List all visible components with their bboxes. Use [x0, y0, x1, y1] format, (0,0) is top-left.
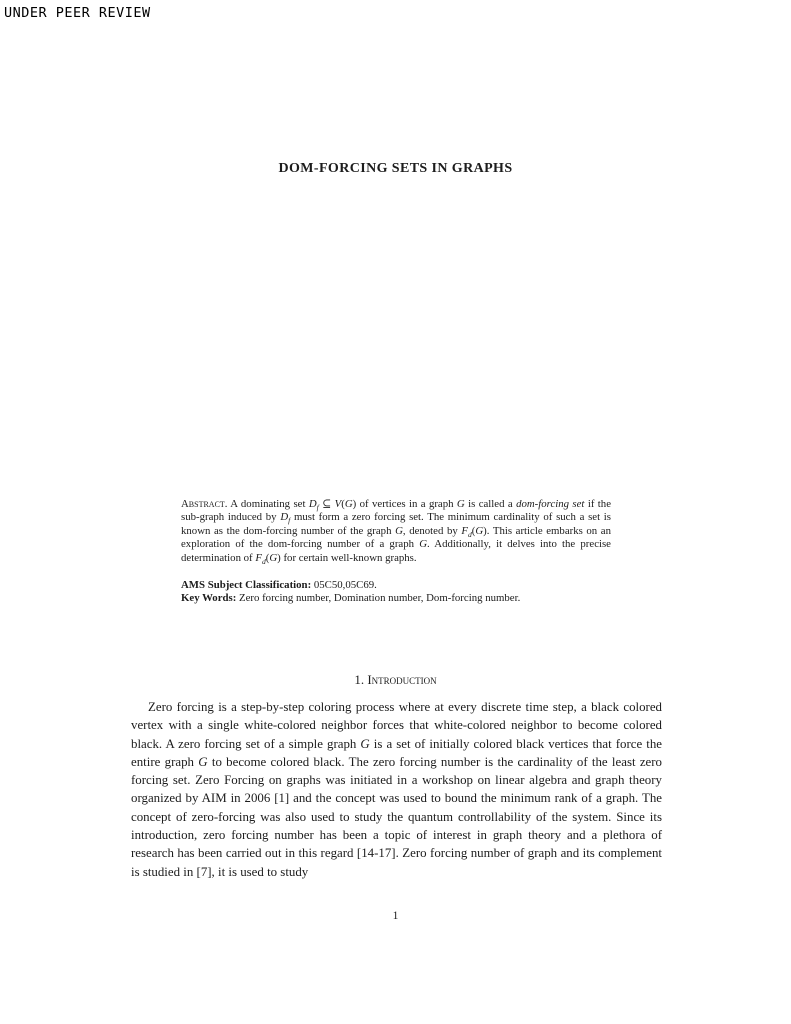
keywords-value: Zero forcing number, Domination number, Dom-forcing number. — [236, 592, 521, 605]
abstract-text: Abstract. A dominating set $D_f$ ⊆ V(G) of vertices in a graph G is called a dom-forcing set if the sub-graph induced by $D_f$ must form a zero forcing set. The minimum cardinality of such a set is known as the dom-forcing number of the graph G, denoted by $F_d(G)$. This article embarks on an exploration of the dom-forcing number of a graph G. Additionally, it delves into the precise determination of $F_d(G)$ for certain well-known graphs. — [181, 498, 612, 566]
ams-label: AMS Subject Classification: — [181, 579, 312, 592]
abstract-block — [181, 498, 611, 606]
section-heading-introduction: 1. Introduction — [354, 672, 437, 687]
ams-classification-line — [181, 579, 611, 592]
keywords-line — [181, 592, 611, 605]
keywords-label: Key Words: — [181, 592, 237, 605]
page-number: 1 — [392, 910, 399, 922]
meta-block — [181, 579, 611, 606]
introduction-paragraph: Zero forcing is a step-by-step coloring process where at every discrete time step, a black colored vertex with a single white-colored neighbor forces that white-colored neighbor to become colored black. A zero forcing set of a simple graph G is a set of initially colored black vertices that force the entire graph G to become colored black. The zero forcing number is the cardinality of the least zero forcing set. Zero Forcing on graphs was initiated in a workshop on linear algebra and graph theory organized by AIM in 2006 [1] and the concept was used to bound the minimum rank of a graph. The concept of zero-forcing was also used to study the quantum controllability of the system. Since its introduction, zero forcing number has been a topic of interest in graph theory and a plethora of research has been carried out in this regard [14-17]. Zero forcing number of graph and its complement is studied in [7], it is used to study — [131, 700, 663, 879]
peer-review-watermark: UNDER PEER REVIEW — [4, 5, 151, 21]
paper-title: DOM-FORCING SETS IN GRAPHS — [278, 161, 513, 176]
ams-value: 05C50,05C69. — [311, 579, 377, 592]
